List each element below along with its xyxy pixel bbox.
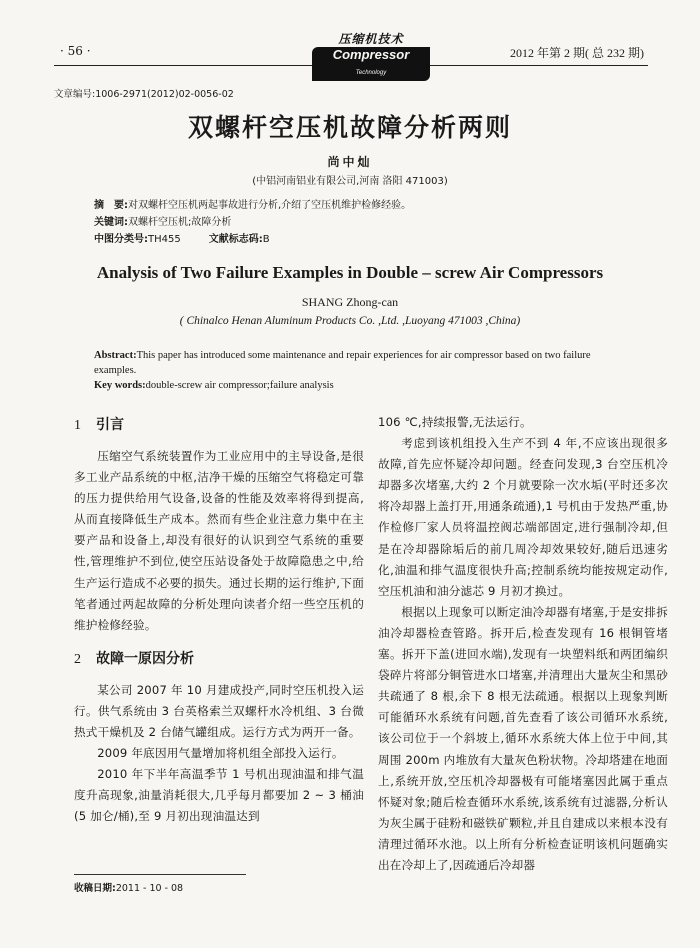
paragraph: 106 ℃,持续报警,无法运行。	[378, 415, 532, 429]
right-column	[378, 412, 668, 876]
left-column	[74, 412, 364, 828]
keywords-en-text: double-screw air compressor;failure analysis	[145, 380, 334, 391]
paragraph: 压缩空气系统装置作为工业应用中的主导设备,是很多工业产品系统的中枢,洁净干燥的压缩空气将稳定可靠的压力提供给用气设备,设备的性能及效率将得到提高,从而直接降低生产成本。然而有些企业注意力集中在主要产品和设备上,却没有很好的认识到空气系统的重要性,管理维护不到位,使空压站设备处于故障隐患之中,给生产运行造成不必要的损失。通过长期的运行维护,下面笔者通过两起故障的分析处理向读者介绍一些空压机的维护检修经验。	[74, 449, 364, 632]
abstract-en	[94, 348, 614, 378]
received-label: 收稿日期:	[74, 883, 116, 894]
keywords-en-label: Key words:	[94, 380, 146, 391]
doc-code-label: 文献标志码:	[208, 234, 263, 245]
keywords-en	[94, 380, 614, 391]
affiliation-en: ( Chinalco Henan Aluminum Products Co. ,Ltd. ,Luoyang 471003 ,China)	[179, 315, 521, 327]
received-value: 2011 - 10 - 08	[115, 883, 184, 894]
abstract-cn	[94, 196, 411, 211]
paragraph: 考虑到该机组投入生产不到 4 年,不应该出现很多故障,首先应怀疑冷却问题。经查问发现,3 台空压机冷却器多次堵塞,大约 2 个月就要除一次水垢(平时还多次将冷却器上盖打开,用通条疏通),1 号机由于发热严重,协作检修厂家人员将温控阀芯端部固定,进行强制冷却,但是在冷却器除垢后的前几周冷却效果较好,随后迅速劣化,油温和排气温度很快升高;控制系统均能按规定动作,空压机油和油分滤芯 9 月初才换过。	[378, 436, 668, 598]
keywords-cn	[94, 213, 231, 228]
logo-en-text: Compressor Technology	[312, 47, 430, 81]
abstract-cn-text: 对双螺杆空压机两起事故进行分析,介绍了空压机维护检修经验。	[128, 200, 412, 211]
received-date	[74, 880, 183, 894]
doc-code-value: B	[262, 234, 270, 245]
journal-logo	[312, 30, 430, 76]
paragraph: 2009 年底因用气量增加将机组全部投入运行。	[97, 746, 344, 761]
title-cn: 双螺杆空压机故障分析两则	[187, 113, 512, 142]
keywords-cn-text: 双螺杆空压机;故障分析	[128, 217, 232, 228]
author-cn: 尚中灿	[327, 155, 373, 169]
paragraph: 某公司 2007 年 10 月建成投产,同时空压机投入运行。供气系统由 3 台英格索兰双螺杆水冷机组、3 台微热式干燥机及 2 台储气罐组成。运行方式为两开一备。	[74, 682, 364, 740]
issue-info: 2012 年第 2 期( 总 232 期)	[510, 46, 644, 60]
author-en: SHANG Zhong-can	[301, 295, 399, 309]
classification	[94, 230, 270, 245]
abstract-en-label: Abstract:	[94, 350, 137, 361]
page-header	[54, 32, 648, 76]
classification-value: TH455	[148, 234, 181, 245]
paragraph: 根据以上现象可以断定油冷却器有堵塞,于是安排拆油冷却器检查管路。拆开后,检查发现有 16 根铜管堵塞。拆开下盖(进回水端),发现有一块塑料纸和两团编织袋碎片将部分铜管进水口堵塞,并清理出大量灰尘和黑砂共疏通了 8 根,余下 8 根无法疏通。根据以上现象判断可能循环水系统有问题,首先查看了该公司循环水系统,该公司位于一个斜坡上,循环水系统大体上位于中间,其周围 200m 内堆放有大量灰色粉状物。冷却塔建在地面上,系统开放,空压机冷却器极有可能堵塞因此属于重点怀疑对象;随后检查循环水系统,该系统有过滤器,分析认为灰尘属于硅粉和磁铁矿颗粒,并且自建成以来根本没有清理过循环水池。以上所有分析检查证明该机问题确实出在冷却上了,因疏通后冷却器	[378, 604, 668, 872]
page-number: · 56 ·	[60, 44, 91, 58]
abstract-en-text: This paper has introduced some maintenance and repair experiences for air compressor based on two failure examples.	[94, 350, 591, 376]
keywords-cn-label: 关键词:	[94, 217, 128, 228]
paragraph: 2010 年下半年高温季节 1 号机出现油温和排气温度升高现象,油量消耗很大,几乎每月都要加 2 ~ 3 桶油(5 加仑/桶),至 9 月初出现油温达到	[74, 767, 364, 824]
section-heading: 1 引言	[74, 417, 124, 433]
abstract-cn-label: 摘 要:	[94, 200, 128, 211]
footnote-divider	[74, 874, 246, 875]
title-en: Analysis of Two Failure Examples in Double – screw Air Compressors	[96, 263, 604, 282]
affiliation-cn: (中铝河南铝业有限公司,河南 洛阳 471003)	[252, 176, 448, 187]
logo-cn-text: 压缩机技术	[338, 32, 404, 46]
article-number: 文章编号:1006-2971(2012)02-0056-02	[54, 89, 234, 100]
classification-label: 中图分类号:	[94, 234, 148, 245]
section-heading: 2 故障一原因分析	[74, 650, 194, 667]
